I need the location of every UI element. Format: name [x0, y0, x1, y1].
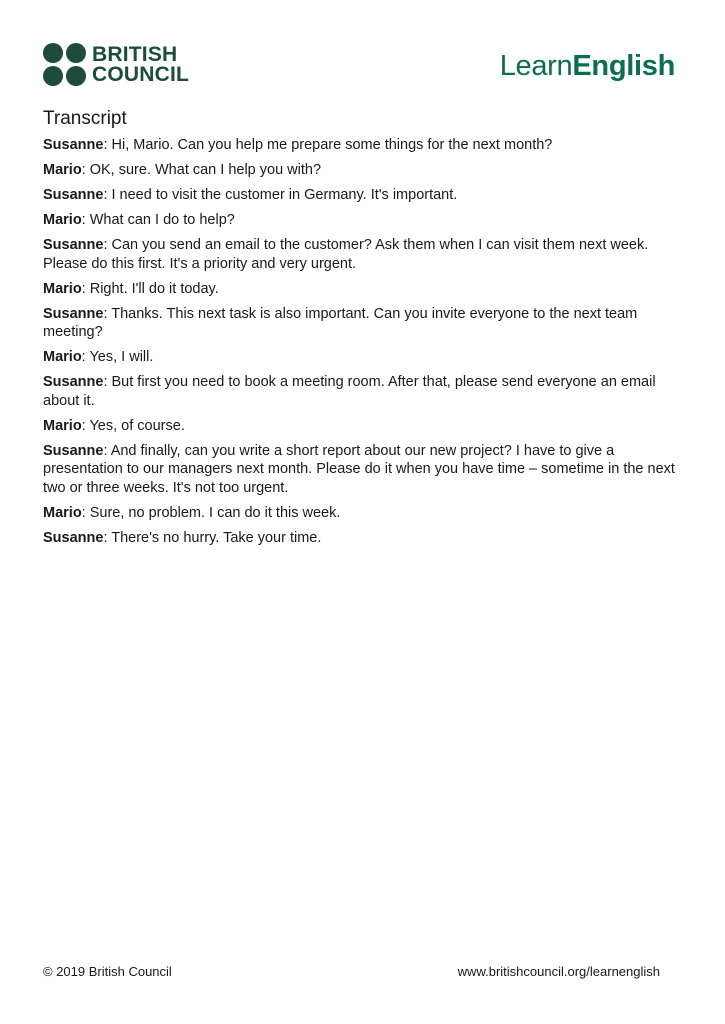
transcript-line — [43, 417, 688, 436]
transcript-line — [43, 186, 688, 205]
transcript-content — [43, 106, 688, 554]
dialogue-text: : I need to visit the customer in Germany. It's important. — [103, 187, 458, 203]
transcript-line — [43, 136, 688, 155]
dialogue-text: : And finally, can you write a short report about our new project? I have to give a presentation to our managers next month. Please do it when you have time – sometime in the next two or three weeks. It's not too urgent. — [43, 442, 675, 496]
le-logo-light: Learn — [499, 50, 573, 82]
transcript-line — [43, 373, 688, 410]
dialogue-text: : Yes, I will. — [81, 349, 154, 365]
speaker-name: Mario — [43, 504, 82, 521]
dialogue-text: : Sure, no problem. I can do it this week. — [81, 504, 341, 521]
bc-wordmark-line2: COUNCIL — [92, 62, 190, 86]
logo-dot — [66, 43, 86, 63]
logo-dot — [66, 66, 86, 86]
dialogue-text: : Thanks. This next task is also important. Can you invite everyone to the next team meeting? — [43, 305, 638, 340]
transcript-line — [43, 348, 688, 367]
transcript-line — [43, 504, 688, 523]
dialogue-text: : There's no hurry. Take your time. — [103, 529, 322, 546]
speaker-name: Susanne — [43, 137, 104, 153]
speaker-name: Mario — [43, 417, 82, 434]
speaker-name: Mario — [43, 212, 82, 228]
speaker-name: Susanne — [43, 305, 104, 322]
page-title: Transcript — [43, 108, 127, 129]
dialogue-text: : Hi, Mario. Can you help me prepare some things for the next month? — [103, 137, 553, 153]
website-url: www.britishcouncil.org/learnenglish — [457, 964, 660, 979]
transcript-line — [43, 236, 688, 273]
british-council-dots-icon — [43, 43, 86, 86]
transcript-line — [43, 280, 688, 299]
speaker-name: Susanne — [43, 374, 104, 390]
bc-wordmark-line1: BRITISH — [92, 42, 178, 66]
transcript-list — [43, 136, 688, 547]
british-council-logo — [43, 43, 189, 86]
dialogue-text: : Yes, of course. — [81, 417, 185, 434]
speaker-name: Susanne — [43, 187, 104, 203]
speaker-name: Susanne — [43, 529, 104, 546]
speaker-name: Mario — [43, 349, 82, 365]
transcript-line — [43, 442, 688, 498]
logo-dot — [43, 43, 63, 63]
speaker-name: Mario — [43, 280, 82, 297]
transcript-line — [43, 529, 688, 548]
speaker-name: Susanne — [43, 237, 104, 253]
dialogue-text: : But first you need to book a meeting room. After that, please send everyone an email about it. — [43, 374, 656, 409]
copyright-text: © 2019 British Council — [43, 964, 172, 979]
logo-dot — [43, 66, 63, 86]
dialogue-text: : Right. I'll do it today. — [81, 280, 219, 297]
learnenglish-logo — [500, 50, 675, 83]
speaker-name: Mario — [43, 162, 82, 178]
page-footer — [43, 964, 660, 979]
dialogue-text: : What can I do to help? — [81, 212, 235, 228]
le-logo-bold: English — [572, 50, 675, 82]
transcript-line — [43, 211, 688, 230]
dialogue-text: : Can you send an email to the customer? Ask them when I can visit them next week. Please do this first. It's a priority and very urgent. — [43, 237, 649, 272]
british-council-wordmark — [92, 42, 190, 86]
dialogue-text: : OK, sure. What can I help you with? — [81, 162, 322, 178]
transcript-line — [43, 161, 688, 180]
page-header — [0, 0, 725, 100]
transcript-line — [43, 305, 688, 342]
speaker-name: Susanne — [43, 442, 104, 459]
